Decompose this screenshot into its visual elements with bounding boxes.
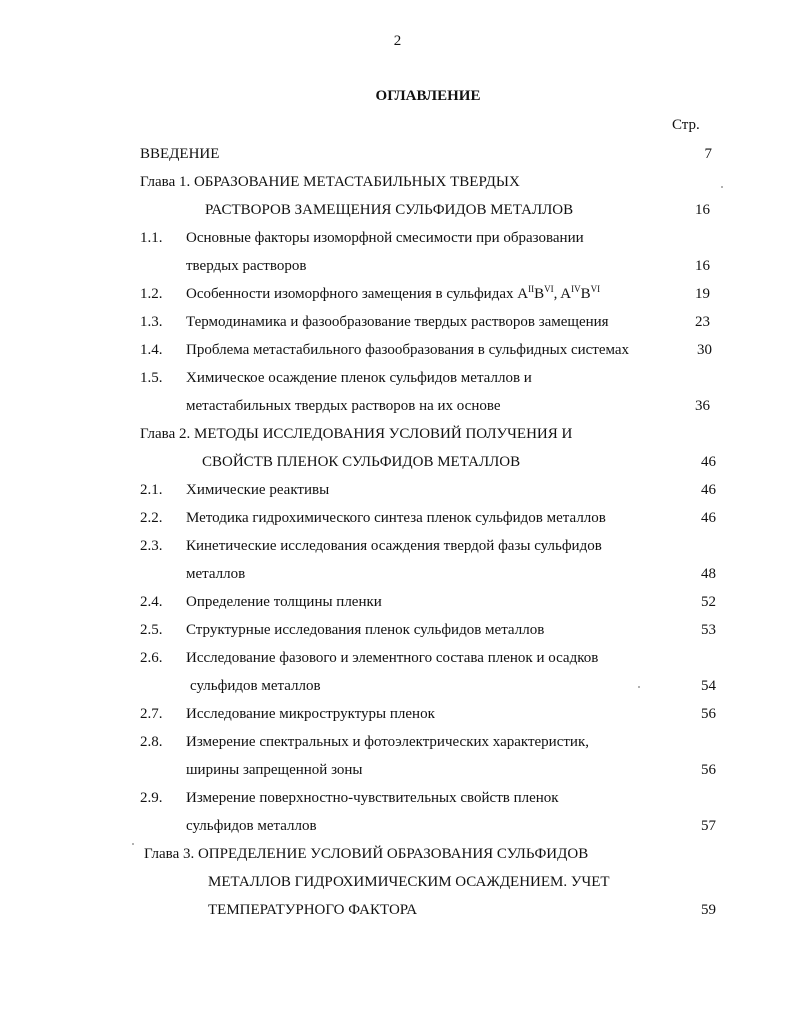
scan-speck [638, 686, 640, 688]
toc-entry-page: 7 [704, 146, 712, 162]
section-title-line: Методика гидрохимического синтеза пленок сульфидов металлов [186, 510, 606, 526]
section-number: 1.4. [140, 342, 163, 358]
toc-entry-page: 56 [701, 762, 716, 778]
page-column-header: Стр. [672, 117, 700, 133]
section-number: 2.9. [140, 790, 163, 806]
section-number: 1.3. [140, 314, 163, 330]
chapter-heading-line: ТЕМПЕРАТУРНОГО ФАКТОРА [208, 902, 418, 918]
section-number: 2.7. [140, 706, 163, 722]
scan-speck [132, 843, 134, 845]
toc-entry-page: 46 [701, 482, 716, 498]
toc-entry-page: 59 [701, 902, 716, 918]
section-number: 2.5. [140, 622, 163, 638]
section-number: 2.8. [140, 734, 163, 750]
section-title-line: Особенности изоморфного замещения в сульфидах $A^{II}B^{VI}$, $A^{IV}B^{VI}$ [186, 284, 601, 302]
section-title-line: металлов [186, 566, 246, 582]
chapter-heading-line: Глава 1. ОБРАЗОВАНИЕ МЕТАСТАБИЛЬНЫХ ТВЕРДЫХ [140, 174, 520, 190]
section-title-line: Измерение спектральных и фотоэлектрических характеристик, [186, 734, 589, 750]
section-number: 1.2. [140, 286, 163, 302]
section-title-line: Исследование микроструктуры пленок [186, 706, 435, 722]
section-title-line: Измерение поверхностно-чувствительных свойств пленок [186, 790, 559, 806]
section-number: 1.5. [140, 370, 163, 386]
section-title-line: твердых растворов [186, 258, 307, 274]
section-title-line: Кинетические исследования осаждения твердой фазы сульфидов [186, 538, 602, 554]
toc-entry-page: 23 [695, 314, 710, 330]
section-number: 2.2. [140, 510, 163, 526]
chapter-heading-line: РАСТВОРОВ ЗАМЕЩЕНИЯ СУЛЬФИДОВ МЕТАЛЛОВ [205, 202, 574, 218]
section-title-line: сульфидов металлов [186, 818, 317, 834]
section-title-line: Исследование фазового и элементного состава пленок и осадков [186, 650, 599, 666]
toc-entry-page: 57 [701, 818, 716, 834]
section-title-line: Основные факторы изоморфной смесимости при образовании [186, 230, 584, 246]
section-title-line: сульфидов металлов [190, 678, 321, 694]
section-title-line: ширины запрещенной зоны [186, 762, 363, 778]
section-title-line: Проблема метастабильного фазообразования в сульфидных системах [186, 342, 630, 358]
toc-entry-page: 19 [695, 286, 710, 302]
toc-entry-page: 36 [695, 398, 710, 414]
section-number: 2.6. [140, 650, 163, 666]
toc-title: ОГЛАВЛЕНИЕ [375, 88, 481, 104]
toc-entry-page: 52 [701, 594, 716, 610]
section-title-line: Структурные исследования пленок сульфидов металлов [186, 622, 545, 638]
toc-entry-page: 46 [701, 454, 716, 470]
toc-entry-page: 46 [701, 510, 716, 526]
toc-entry-page: 16 [695, 258, 710, 274]
toc-entry-page: 48 [701, 566, 716, 582]
section-title-line: Термодинамика и фазообразование твердых растворов замещения [186, 314, 609, 330]
section-title-line: Химическое осаждение пленок сульфидов металлов и [186, 370, 532, 386]
toc-entry-title: ВВЕДЕНИЕ [140, 146, 220, 162]
chapter-heading-line: МЕТАЛЛОВ ГИДРОХИМИЧЕСКИМ ОСАЖДЕНИЕМ. УЧЕТ [208, 874, 610, 890]
chapter-heading-line: Глава 3. ОПРЕДЕЛЕНИЕ УСЛОВИЙ ОБРАЗОВАНИЯ СУЛЬФИДОВ [144, 846, 589, 862]
chapter-heading-line: СВОЙСТВ ПЛЕНОК СУЛЬФИДОВ МЕТАЛЛОВ [202, 454, 521, 470]
toc-entry-page: 54 [701, 678, 716, 694]
toc-entry-page: 56 [701, 706, 716, 722]
toc-entry-page: 53 [701, 622, 716, 638]
section-number: 2.3. [140, 538, 163, 554]
scan-speck [721, 186, 723, 188]
section-number: 2.1. [140, 482, 163, 498]
section-title-line: метастабильных твердых растворов на их основе [186, 398, 501, 414]
section-title-line: Химические реактивы [186, 482, 330, 498]
section-number: 2.4. [140, 594, 163, 610]
section-title-line: Определение толщины пленки [186, 594, 382, 610]
page-number: 2 [393, 33, 402, 49]
toc-entry-page: 16 [695, 202, 710, 218]
chapter-heading-line: Глава 2. МЕТОДЫ ИССЛЕДОВАНИЯ УСЛОВИЙ ПОЛУЧЕНИЯ И [140, 426, 573, 442]
section-number: 1.1. [140, 230, 163, 246]
toc-entry-page: 30 [697, 342, 712, 358]
